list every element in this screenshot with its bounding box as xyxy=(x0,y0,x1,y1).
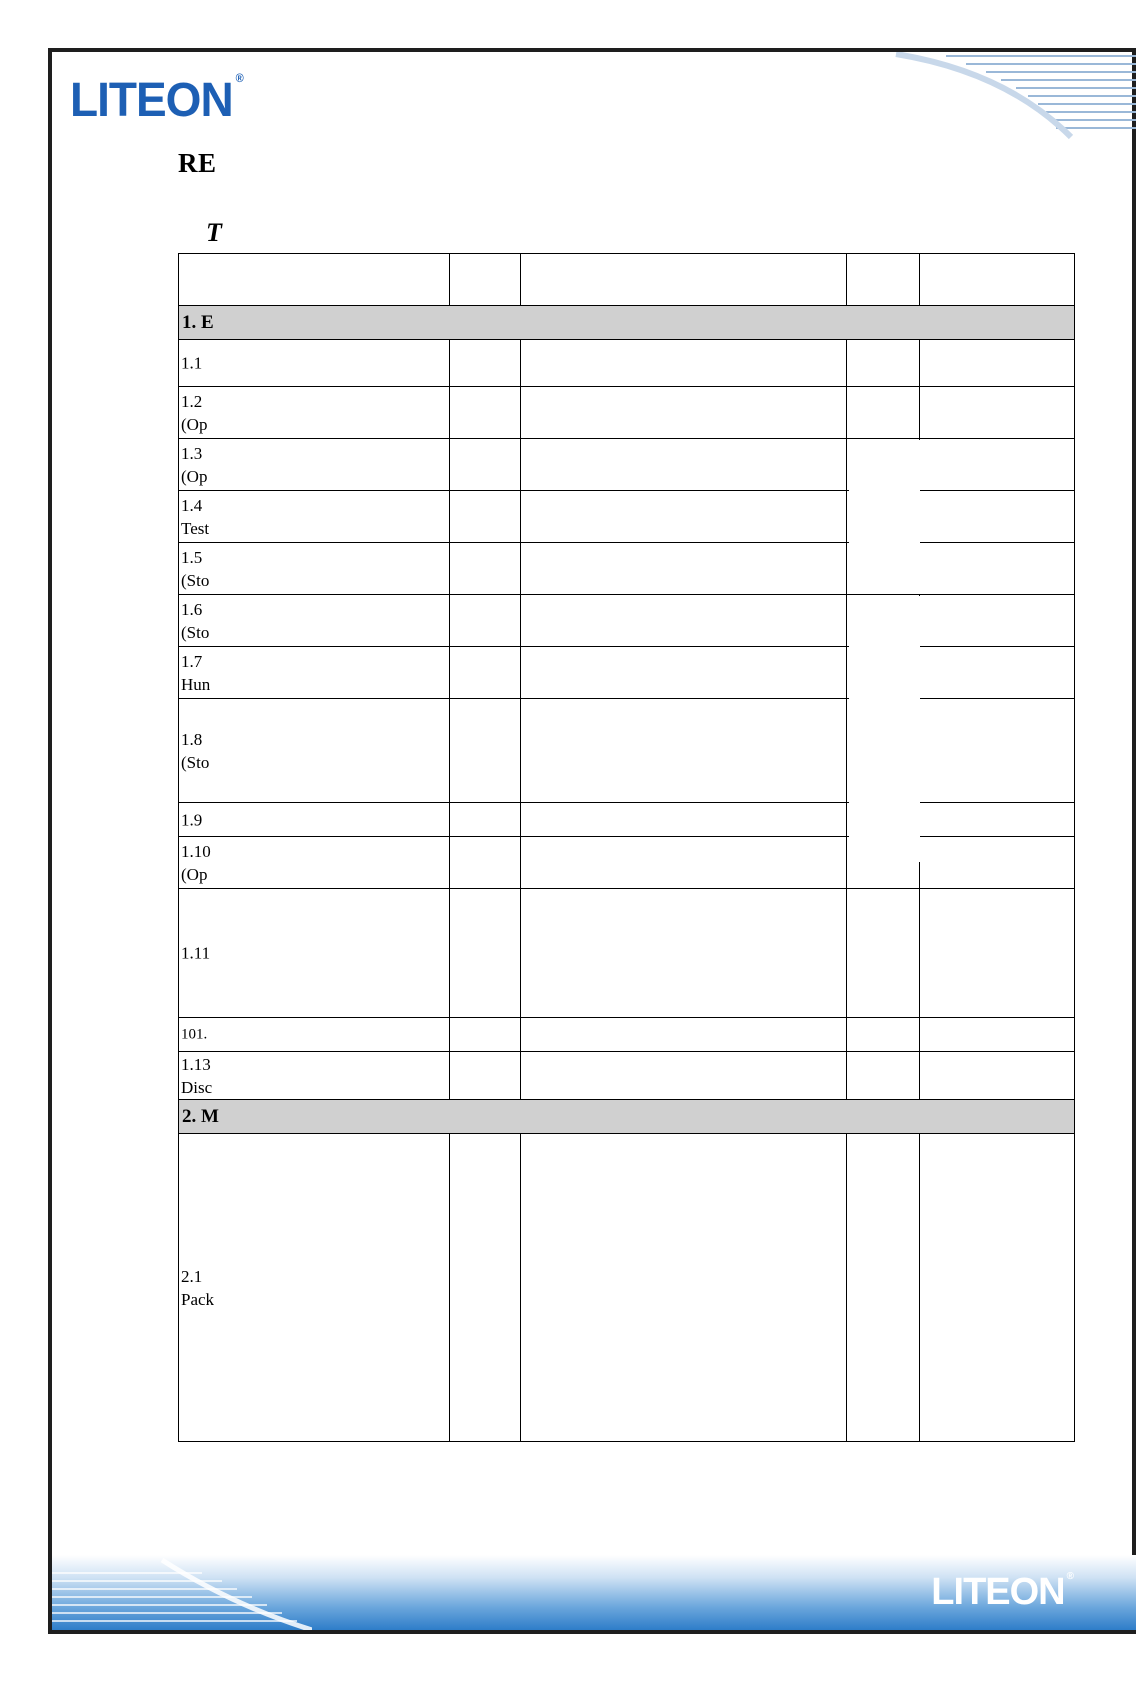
liteon-logo xyxy=(70,71,243,128)
row-label: 1.1 xyxy=(181,353,203,373)
header-cell-1 xyxy=(179,254,450,305)
section-row-1 xyxy=(179,306,1075,340)
row-label: 1.4 Test xyxy=(181,495,210,538)
row-label: 1.10 (Op xyxy=(181,841,211,884)
section-label: 2. M xyxy=(182,1105,219,1127)
table-row xyxy=(179,1018,1075,1052)
row-label: 1.2 (Op xyxy=(181,391,208,434)
logo-text: LITEON xyxy=(70,71,233,127)
table-row xyxy=(179,889,1075,1018)
row-label: 101. xyxy=(181,1026,208,1042)
row-label: 1.5 (Sto xyxy=(181,547,210,590)
table-row xyxy=(179,1134,1075,1442)
row-label: 1.6 (Sto xyxy=(181,599,210,642)
table-row xyxy=(179,543,1075,595)
header-cell-5 xyxy=(920,254,1075,305)
table-row xyxy=(179,387,1075,439)
header-cell-4 xyxy=(847,254,920,305)
row-label: 2.1 Pack xyxy=(181,1266,215,1309)
row-label: 1.11 xyxy=(181,943,211,963)
table-row xyxy=(179,340,1075,387)
header-cell-3 xyxy=(521,254,847,305)
table-row xyxy=(179,837,1075,889)
row-label: 1.8 (Sto xyxy=(181,729,210,772)
table-row xyxy=(179,699,1075,803)
section-row-2 xyxy=(179,1100,1075,1134)
document-subheading: T xyxy=(206,218,222,247)
table-header-row xyxy=(179,254,1075,306)
liteon-footer-logo xyxy=(931,1571,1073,1614)
merged-cell-overlay-a xyxy=(849,440,920,594)
registered-mark: ® xyxy=(235,72,243,86)
header-cell-2 xyxy=(450,254,521,305)
footer-stripes-decoration xyxy=(52,1555,312,1630)
document-heading: RE xyxy=(178,148,217,178)
row-label: 1.7 Hun xyxy=(181,651,211,694)
table-row xyxy=(179,491,1075,543)
merged-cell-overlay-b xyxy=(849,596,920,862)
header-stripes-decoration xyxy=(886,52,1136,152)
table-row xyxy=(179,595,1075,647)
row-label: 1.9 xyxy=(181,810,203,829)
row-label: 1.3 (Op xyxy=(181,443,208,486)
footer-registered-mark: ® xyxy=(1066,1571,1073,1582)
table-row xyxy=(179,1052,1075,1100)
row-label: 1.13 Disc xyxy=(181,1054,213,1097)
test-table xyxy=(178,253,1075,1442)
table-row xyxy=(179,439,1075,491)
table-row xyxy=(179,647,1075,699)
footer-logo-text: LITEON xyxy=(931,1571,1065,1613)
table-row xyxy=(179,803,1075,837)
section-label: 1. E xyxy=(182,311,214,333)
